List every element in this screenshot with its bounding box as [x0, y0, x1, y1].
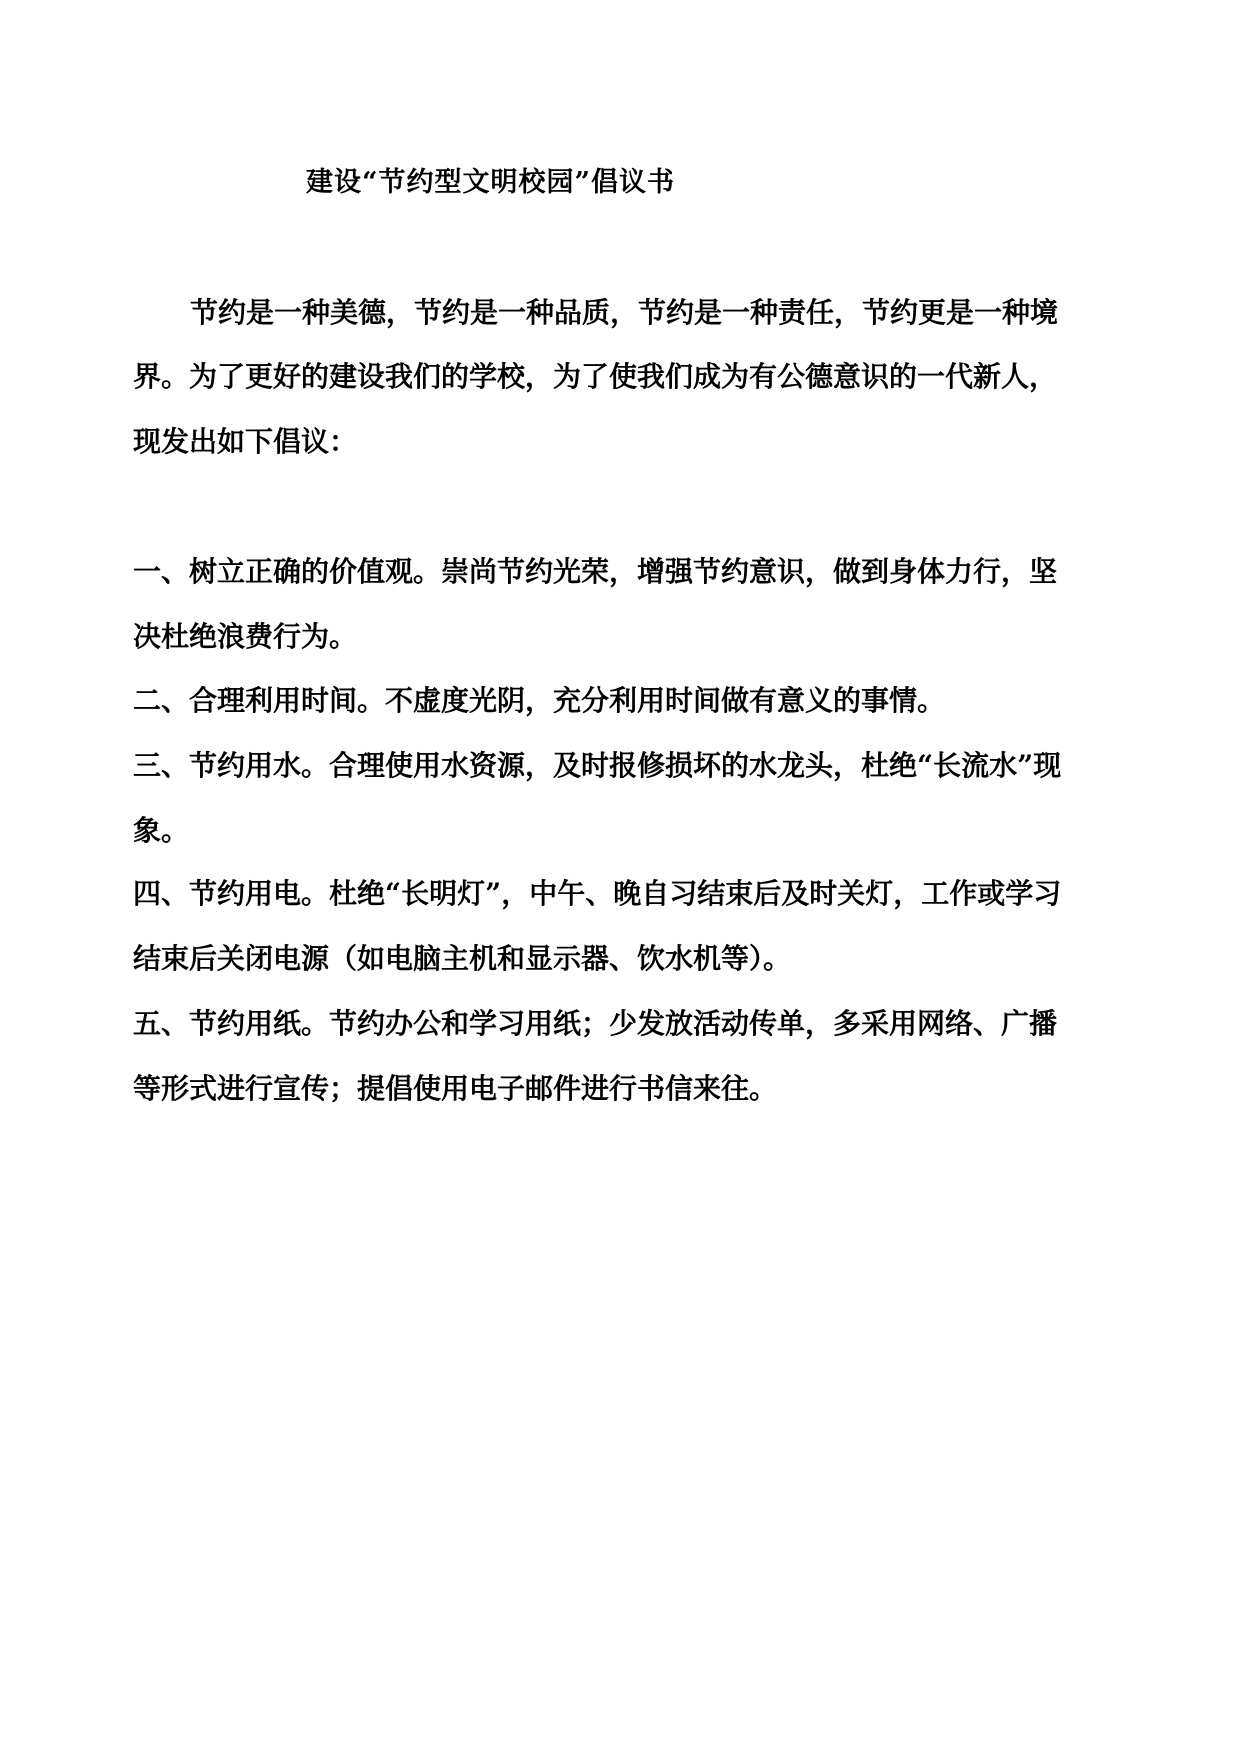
- document-title: 建设“节约型文明校园”倡议书: [306, 167, 676, 198]
- item-line: 二、合理利用时间。不虚度光阴，充分利用时间做有意义的事情。: [133, 684, 946, 717]
- item-line: 一、树立正确的价值观。崇尚节约光荣，增强节约意识，做到身体力行，坚: [133, 555, 1058, 588]
- item-line: 等形式进行宣传；提倡使用电子邮件进行书信来往。: [133, 1072, 778, 1105]
- intro-line: 现发出如下倡议：: [133, 425, 358, 458]
- item-line: 四、节约用电。杜绝“长明灯”，中午、晚自习结束后及时关灯，工作或学习: [133, 877, 1062, 910]
- item-line: 五、节约用纸。节约办公和学习用纸；少发放活动传单，多采用网络、广播: [133, 1007, 1058, 1040]
- item-line: 结束后关闭电源（如电脑主机和显示器、饮水机等）。: [133, 942, 792, 975]
- item-line: 决杜绝浪费行为。: [133, 620, 358, 653]
- intro-line: 界。为了更好的建设我们的学校，为了使我们成为有公德意识的一代新人，: [133, 360, 1058, 393]
- item-line: 三、节约用水。合理使用水资源，及时报修损坏的水龙头，杜绝“长流水”现: [133, 749, 1062, 782]
- item-line: 象。: [133, 814, 190, 847]
- intro-line: 节约是一种美德，节约是一种品质，节约是一种责任，节约更是一种境: [190, 296, 1059, 329]
